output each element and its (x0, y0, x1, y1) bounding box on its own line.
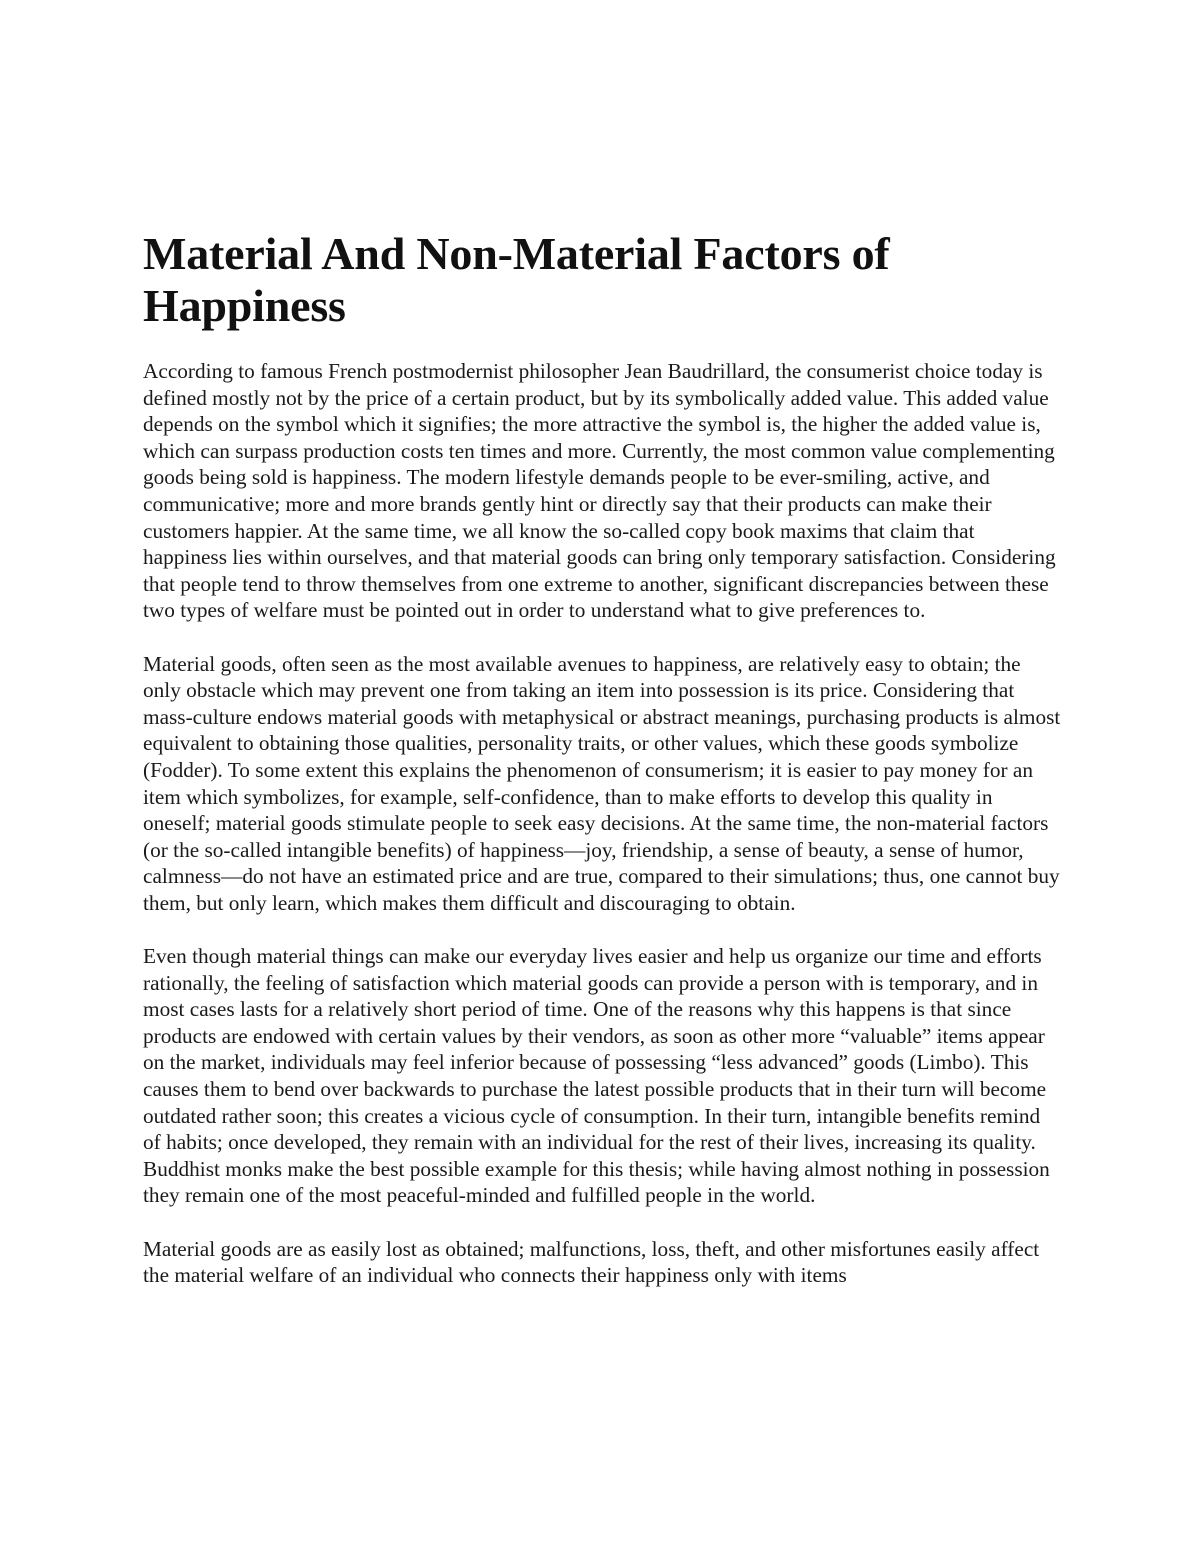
paragraph-2: Material goods, often seen as the most available avenues to happiness, are relatively easy to obtain; the only obstacle which may prevent one from taking an item into possession is its price. Considering that mass-culture endows material goods with metaphysical or abstract meanings, purchasing products is almost equivalent to obtaining those qualities, personality traits, or other values, which these goods symbolize (Fodder). To some extent this explains the phenomenon of consumerism; it is easier to pay money for an item which symbolizes, for example, self-confidence, than to make efforts to develop this quality in oneself; material goods stimulate people to seek easy decisions. At the same time, the non-material factors (or the so-called intangible benefits) of happiness—joy, friendship, a sense of beauty, a sense of humor, calmness—do not have an estimated price and are true, compared to their simulations; thus, one cannot buy them, but only learn, which makes them difficult and discouraging to obtain. (143, 651, 1061, 915)
paragraph-4: Material goods are as easily lost as obtained; malfunctions, loss, theft, and other misfortunes easily affect the material welfare of an individual who connects their happiness only with items (143, 1236, 1040, 1288)
paragraph-3: Even though material things can make our everyday lives easier and help us organize our time and efforts rationally, the feeling of satisfaction which material goods can provide a person with is temporary, and in most cases lasts for a relatively short period of time. One of the reasons why this happens is that since products are endowed with certain values by their vendors, as soon as other more “valuable” items appear on the market, individuals may feel inferior because of possessing “less advanced” goods (Limbo). This causes them to bend over backwards to purchase the latest possible products that in their turn will become outdated rather soon; this creates a vicious cycle of consumption. In their turn, intangible benefits remind of habits; once developed, they remain with an individual for the rest of their lives, increasing its quality. Buddhist monks make the best possible example for this thesis; while having almost nothing in possession they remain one of the most peaceful-minded and fulfilled people in the world. (143, 944, 1050, 1208)
paragraph-1: According to famous French postmodernist philosopher Jean Baudrillard, the consumerist choice today is defined mostly not by the price of a certain product, but by its symbolically added value. This added value depends on the symbol which it signifies; the more attractive the symbol is, the higher the added value is, which can surpass production costs ten times and more. Currently, the most common value complementing goods being sold is happiness. The modern lifestyle demands people to be ever-smiling, active, and communicative; more and more brands gently hint or directly say that their products can make their customers happier. At the same time, we all know the so-called copy book maxims that claim that happiness lies within ourselves, and that material goods can bring only temporary satisfaction. Considering that people tend to throw themselves from one extreme to another, significant discrepancies between these two types of welfare must be pointed out in order to understand what to give preferences to. (143, 359, 1056, 623)
document-body (143, 228, 1063, 1315)
document-title: Material And Non-Material Factors of Happiness (143, 228, 890, 331)
